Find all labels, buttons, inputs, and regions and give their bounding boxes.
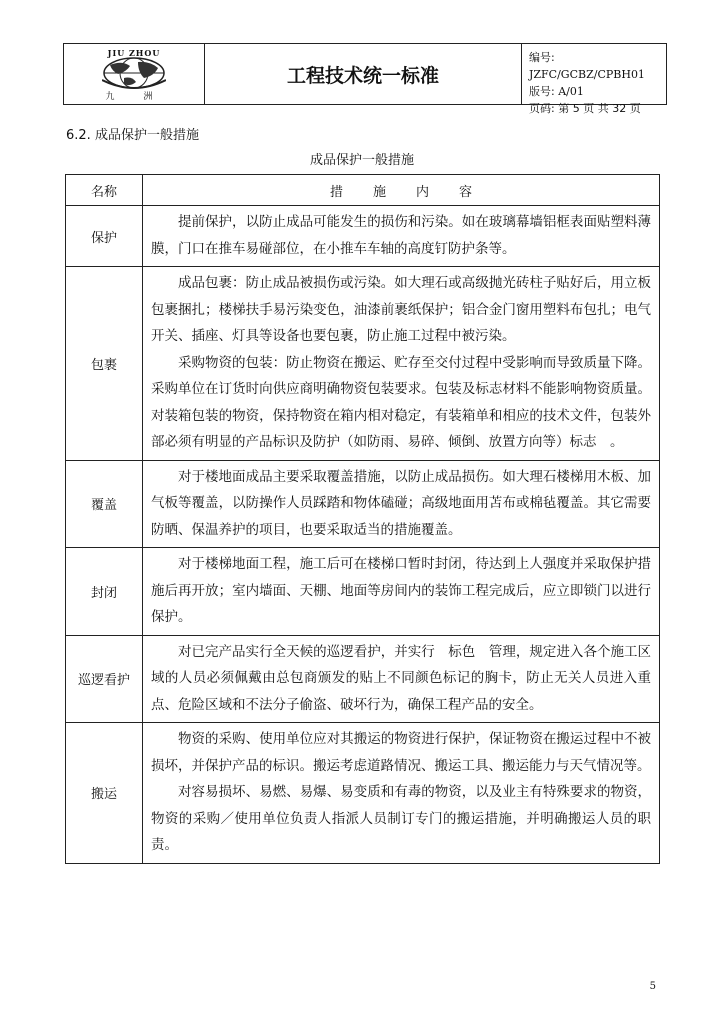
- doc-page-line: 页码: 第 5 页 共 32 页: [529, 102, 641, 115]
- table-row: [66, 635, 660, 723]
- table-caption: 成品保护一般措施: [309, 153, 414, 168]
- document-header: [63, 43, 667, 115]
- table-row: [66, 548, 660, 636]
- row-content: 提前保护，以防止成品可能发生的损伤和污染。如在玻璃幕墙铝框表面贴塑料薄膜，门口在推车易碰部位，在小推车车轴的高度钉防护条等。: [143, 206, 660, 267]
- doc-version: A/01: [558, 85, 584, 98]
- table-row: [66, 267, 660, 461]
- column-header-name: 名称: [66, 175, 143, 206]
- doc-page-text: 第 5 页 共 32 页: [558, 102, 641, 115]
- document-meta: [522, 44, 666, 115]
- row-name: 巡逻看护: [66, 635, 143, 723]
- logo-text-bottom: 九 洲: [105, 92, 163, 102]
- row-content: 成品包裹：防止成品被损伤或污染。如大理石或高级抛光砖柱子贴好后，用立板包裹捆扎；楼梯扶手易污染变色，油漆前裹纸保护；铝合金门窗用塑料布包扎；电气开关、插座、灯具等设备也要包裹，防止施工过程中被污染。 采购物资的包装：防止物资在搬运、贮存至交付过程中受影响而导致质量下降。采购单位在订货时向供应商明确物资包装要求。包装及标志材料不能影响物资质量。对装箱包装的物资，保持物资在箱内相对稳定，有装箱单和相应的技术文件，包装外部必须有明显的产品标识及防护（如防雨、易碎、倾倒、放置方向等）标志 。: [143, 267, 660, 461]
- row-name: 包裹: [66, 267, 143, 461]
- logo-text-top: JIU ZHOU: [107, 48, 161, 58]
- row-name: 封闭: [66, 548, 143, 636]
- row-content: 对于楼梯地面工程，施工后可在楼梯口暂时封闭，待达到上人强度并采取保护措施后再开放；室内墙面、天棚、地面等房间内的装饰工程完成后，应立即锁门以进行保护。: [143, 548, 660, 636]
- company-logo: [64, 44, 205, 104]
- row-content: 对已完产品实行全天候的巡逻看护，并实行 标色 管理，规定进入各个施工区域的人员必须佩戴由总包商颁发的贴上不同颜色标记的胸卡，防止无关人员进入重点、危险区域和不法分子偷盗、破坏行为，确保工程产品的安全。: [143, 635, 660, 723]
- table-row: [66, 723, 660, 864]
- document-title: 工程技术统一标准: [205, 44, 522, 104]
- row-name: 搬运: [66, 723, 143, 864]
- table-header-row: [66, 175, 660, 206]
- doc-code: JZFC/GCBZ/CPBH01: [529, 68, 645, 81]
- globe-logo-icon: [102, 56, 166, 90]
- column-header-content: 措施内容: [143, 175, 660, 206]
- section-heading: 6.2. 成品保护一般措施: [66, 128, 199, 143]
- page-number: 5: [649, 981, 656, 992]
- row-name: 保护: [66, 206, 143, 267]
- row-content: 物资的采购、使用单位应对其搬运的物资进行保护，保证物资在搬运过程中不被损坏，并保护产品的标识。搬运考虑道路情况、搬运工具、搬运能力与天气情况等。 对容易损坏、易燃、易爆、易变质和有毒的物资，以及业主有特殊要求的物资，物资的采购／使用单位负责人指派人员制订专门的搬运措施，并明确搬运人员的职责。: [143, 723, 660, 864]
- measures-table: [65, 174, 660, 864]
- doc-code-line: 编号: JZFC/GCBZ/CPBH01: [529, 51, 645, 81]
- doc-version-line: 版号: A/01: [529, 85, 584, 98]
- table-row: [66, 206, 660, 267]
- row-name: 覆盖: [66, 460, 143, 548]
- table-row: [66, 460, 660, 548]
- row-content: 对于楼地面成品主要采取覆盖措施，以防止成品损伤。如大理石楼梯用木板、加气板等覆盖，以防操作人员踩踏和物体磕碰；高级地面用苫布或棉毡覆盖。其它需要防晒、保温养护的项目，也要采取适当的措施覆盖。: [143, 460, 660, 548]
